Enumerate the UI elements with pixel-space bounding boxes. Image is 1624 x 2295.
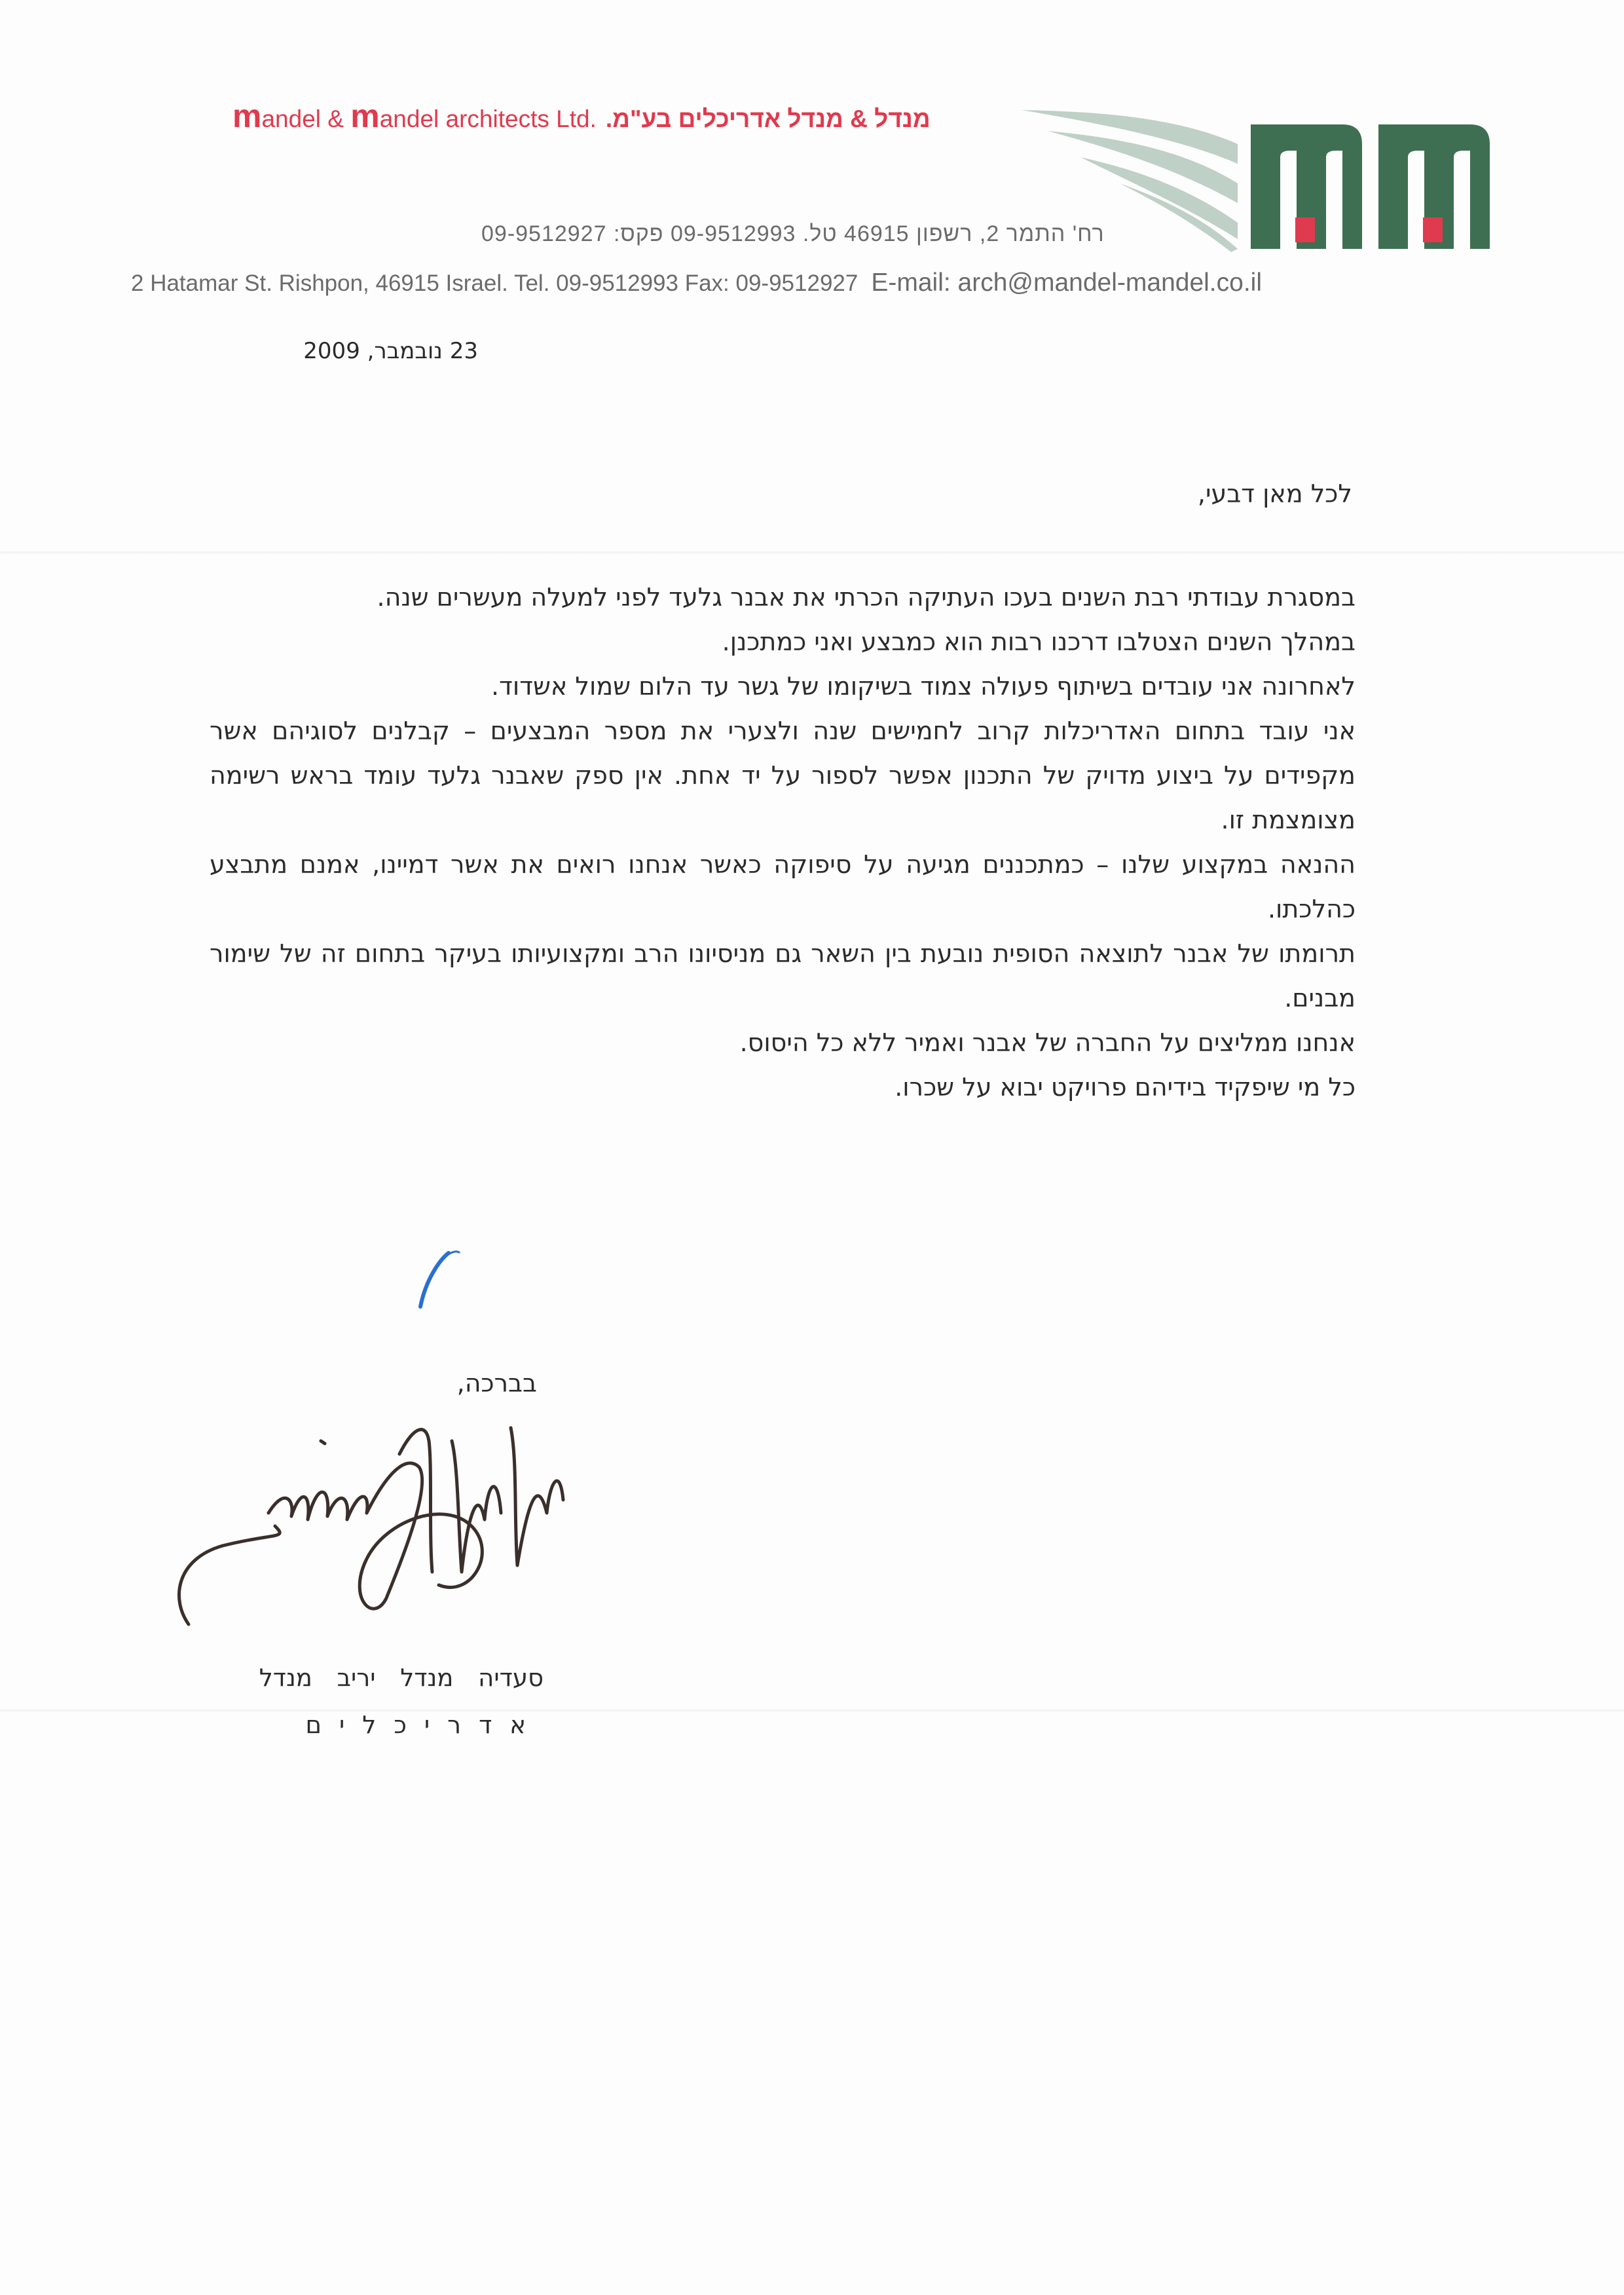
letter-date: 23 נובמבר, 2009 xyxy=(303,338,478,364)
company-name-he: מנדל & מנדל אדריכלים בע"מ. xyxy=(605,105,931,132)
letter-body xyxy=(210,575,1356,1110)
pen-stroke-mark xyxy=(413,1248,465,1313)
closing: בברכה, xyxy=(456,1369,537,1398)
logo-dot xyxy=(1295,217,1315,242)
body-paragraph: אנחנו ממליצים על החברה של אבנר ואמיר ללא כל היסוס. xyxy=(739,1028,1356,1057)
address-english xyxy=(131,269,1441,297)
body-paragraph: אני עובד בתחום האדריכלות קרוב לחמישים שנה ולצערי את מספר המבצעים – קבלנים לסוגיהם אשר מקפידים על ביצוע מדויק של התכנון אפשר לספור על יד אחת. אין ספק שאבנר גלעד עומד בראש רשימה מצומצמת זו. xyxy=(210,717,1356,834)
logo-dot xyxy=(1423,217,1443,242)
body-paragraph: תרומתו של אבנר לתוצאה הסופית נובעת בין השאר גם מניסיונו הרב ומקצועיותו בעיקר בתחום זה של שימור מבנים. xyxy=(210,939,1356,1013)
signer-names: סעדיה מנדל יריב מנדל xyxy=(259,1664,544,1692)
address-english-text: 2 Hatamar St. Rishpon, 46915 Israel. Tel. 09-9512993 Fax: 09-9512927 xyxy=(131,271,858,296)
email-address: E-mail: arch@mandel-mandel.co.il xyxy=(871,269,1262,297)
salutation: לכל מאן דבעי, xyxy=(1197,479,1352,508)
company-name-en: mandel & mandel architects Ltd. xyxy=(232,98,597,134)
address-hebrew: רח' התמר 2, רשפון 46915 טל. 09-9512993 פקס: 09-9512927 xyxy=(481,221,1105,246)
signer-title: אדריכלים xyxy=(305,1711,544,1739)
body-paragraph: במהלך השנים הצטלבו דרכנו רבות הוא כמבצע ואני כמתכנן. xyxy=(722,627,1356,656)
paper-fold-line xyxy=(0,551,1624,554)
logo-letters xyxy=(1251,124,1490,249)
body-paragraph: לאחרונה אני עובדים בשיתוף פעולה צמוד בשיקומו של גשר עד הלום שמול אשדוד. xyxy=(491,672,1356,701)
body-paragraph: ההנאה במקצוע שלנו – כמתכננים מגיעה על סיפוקה כאשר אנחנו רואים את אשר דמיינו, אמנם מתבצע כהלכתו. xyxy=(210,850,1356,924)
company-name xyxy=(232,97,992,135)
body-paragraph: כל מי שיפקיד בידיהם פרויקט יבוא על שכרו. xyxy=(895,1073,1356,1102)
handwritten-signature xyxy=(170,1402,616,1651)
body-paragraph: במסגרת עבודתי רבת השנים בעכו העתיקה הכרתי את אבנר גלעד לפני למעלה מעשרים שנה. xyxy=(377,583,1356,612)
